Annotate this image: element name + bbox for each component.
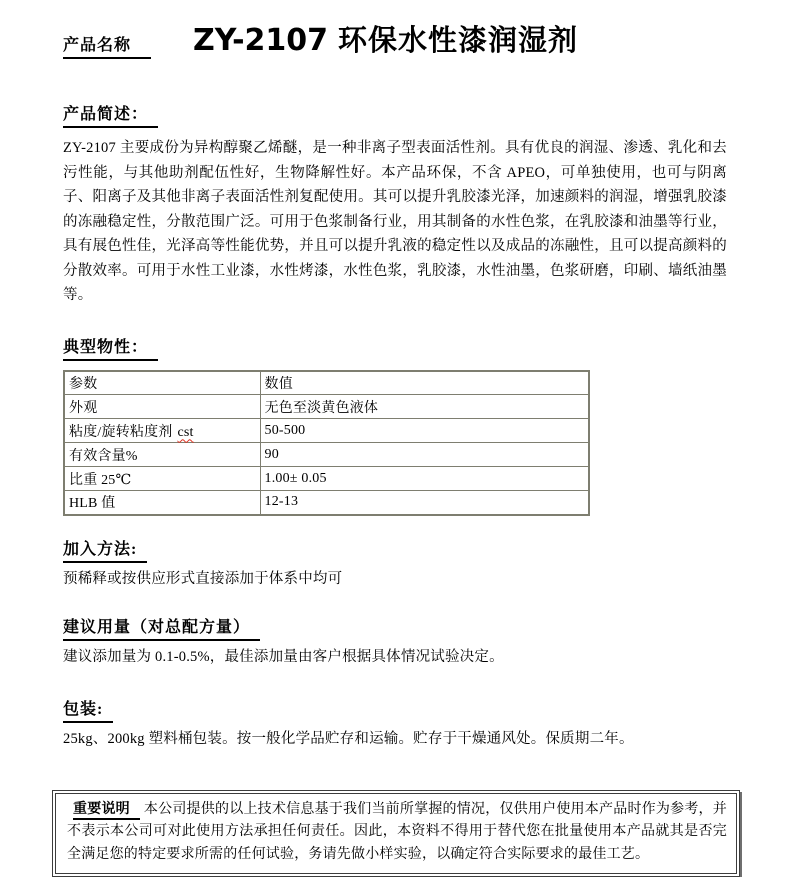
important-notice-box (52, 790, 740, 877)
param-cell: 比重 25℃ (64, 467, 260, 491)
properties-table (63, 370, 590, 516)
col-header-param: 参数 (64, 371, 260, 395)
value-cell: 50-500 (260, 419, 589, 443)
table-row (64, 443, 589, 467)
packaging-section-heading: 包装: (63, 696, 727, 723)
value-cell: 无色至淡黄色液体 (260, 395, 589, 419)
document-header (63, 18, 727, 59)
param-cell: 有效含量% (64, 443, 260, 467)
param-cell (64, 419, 260, 443)
brief-paragraph: ZY-2107 主要成份为异构醇聚乙烯醚，是一种非离子型表面活性剂。具有优良的润湿、渗透、乳化和去污性能，与其他助剂配伍性好，生物降解性好。本产品环保，不含 APEO，可单独使用，也可与阴离子、阳离子及其他非离子表面活性剂复配使用。其可以提升乳胶漆光泽，加速颜料的润湿，增强乳胶漆的冻融稳定性，分散范围广泛。可用于色浆制备行业，用其制备的水性色浆，在乳胶漆和油墨等行业，具有展色性佳，光泽高等性能优势，并且可以提升乳液的稳定性以及成品的冻融性，且可以提高颜料的分散效率。可用于水性工业漆，水性烤漆，水性色浆，乳胶漆，水性油墨，色浆研磨，印刷、墙纸油墨等。 (63, 136, 727, 308)
value-cell: 90 (260, 443, 589, 467)
notice-label: 重要说明 (73, 802, 140, 820)
value-cell: 12-13 (260, 491, 589, 515)
param-text: 粘度/旋转粘度剂 (69, 425, 173, 440)
dosage-section-heading: 建议用量（对总配方量） (63, 614, 727, 641)
table-header-row (64, 371, 589, 395)
page-title (193, 18, 578, 59)
table-row (64, 491, 589, 515)
param-cell: HLB 值 (64, 491, 260, 515)
product-name-label: 产品名称 (63, 32, 151, 59)
col-header-value: 数值 (260, 371, 589, 395)
value-cell: 1.00± 0.05 (260, 467, 589, 491)
table-row (64, 419, 589, 443)
brief-section-heading: 产品简述： (63, 101, 727, 128)
product-code: ZY-2107 (193, 23, 328, 58)
properties-section-heading: 典型物性： (63, 334, 727, 361)
addition-text: 预稀释或按供应形式直接添加于体系中均可 (63, 568, 727, 590)
notice-text: 本公司提供的以上技术信息基于我们当前所掌握的情况，仅供用户使用本产品时作为参考，并不表示本公司可对此使用方法承担任何责任。因此，本资料不得用于替代您在批量使用本产品就其是否完全满足您的特定要求所需的任何试验，务请先做小样实验，以确定符合实际要求的最佳工艺。 (67, 802, 727, 862)
product-title-text: 环保水性漆润湿剂 (338, 25, 578, 57)
table-row (64, 467, 589, 491)
param-cell: 外观 (64, 395, 260, 419)
dosage-text: 建议添加量为 0.1-0.5%，最佳添加量由客户根据具体情况试验决定。 (63, 646, 727, 668)
addition-section-heading: 加入方法: (63, 536, 727, 563)
table-row (64, 395, 589, 419)
packaging-text: 25kg、200kg 塑料桶包装。按一般化学品贮存和运输。贮存于干燥通风处。保质期二年。 (63, 728, 727, 750)
misspelled-unit-text: cst (178, 425, 194, 440)
